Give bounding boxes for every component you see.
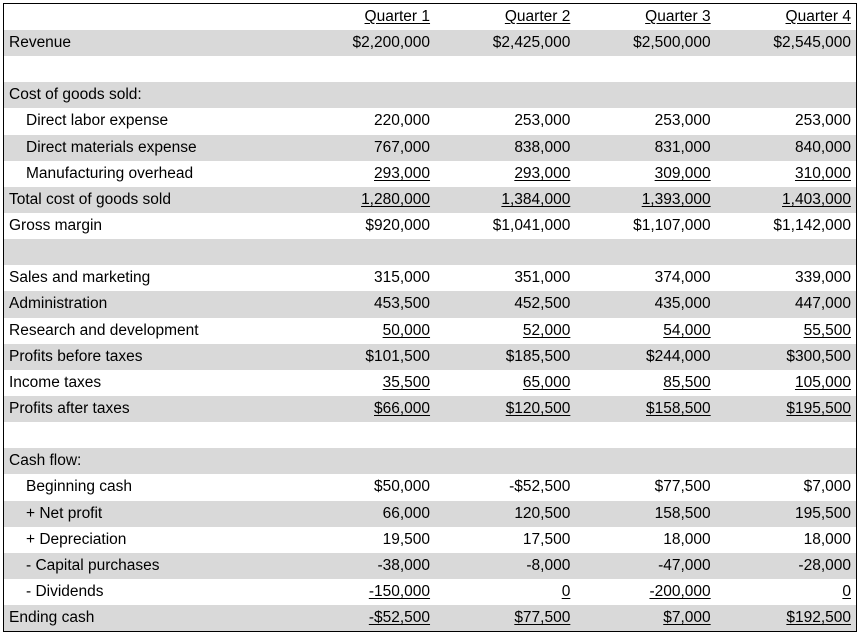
value-cell: [435, 474, 575, 500]
value-cell: [575, 135, 715, 161]
value-cell: [435, 108, 575, 134]
table-row: [4, 161, 856, 187]
value-cell: [293, 56, 435, 82]
cell-value: 309,000: [654, 164, 711, 182]
value-cell: [575, 30, 715, 56]
table-row: [4, 135, 856, 161]
cell-value: $1,142,000: [773, 217, 851, 235]
cell-value: -47,000: [658, 556, 711, 574]
value-cell: [716, 605, 856, 631]
value-cell: [575, 605, 715, 631]
cell-value: $120,500: [505, 400, 571, 418]
table-row: [4, 291, 856, 317]
value-cell: [293, 135, 435, 161]
cell-value: 253,000: [654, 112, 711, 130]
cell-value: $2,200,000: [352, 34, 431, 52]
cell-value: 293,000: [374, 164, 431, 182]
cell-value: $920,000: [365, 217, 431, 235]
value-cell: [293, 318, 435, 344]
cell-value: 293,000: [514, 164, 571, 182]
value-cell: [435, 318, 575, 344]
cell-value: 35,500: [382, 373, 431, 391]
row-label: Gross margin: [9, 217, 103, 235]
cell-value: 120,500: [514, 504, 571, 522]
cell-value: 351,000: [514, 269, 571, 287]
cell-value: 1,393,000: [641, 190, 711, 208]
value-cell: [716, 579, 856, 605]
cell-value: $158,500: [646, 400, 711, 418]
value-cell: [293, 213, 435, 239]
value-cell: [575, 82, 715, 108]
cell-value: $185,500: [505, 347, 571, 365]
cell-value: -$52,500: [368, 609, 431, 627]
table-row: [4, 318, 856, 344]
value-cell: [575, 396, 715, 422]
row-label: Revenue: [4, 30, 293, 56]
cell-value: -150,000: [368, 583, 431, 601]
row-label: + Net profit: [4, 501, 293, 527]
cell-value: 1,403,000: [782, 190, 851, 208]
value-cell: [575, 265, 715, 291]
value-cell: [575, 108, 715, 134]
value-cell: [293, 239, 435, 265]
value-cell: [293, 579, 435, 605]
cell-value: 253,000: [514, 112, 571, 130]
value-cell: [435, 291, 575, 317]
cell-value: 831,000: [654, 138, 711, 156]
value-cell: [575, 187, 715, 213]
cell-value: $2,500,000: [633, 34, 711, 52]
cell-value: $7,000: [663, 609, 711, 627]
cell-value: 158,500: [654, 504, 711, 522]
financial-statement-table: [4, 4, 856, 631]
value-cell: [293, 474, 435, 500]
row-label: Cost of goods sold:: [4, 82, 293, 108]
cell-value: 220,000: [374, 112, 431, 130]
table-row: [4, 501, 856, 527]
row-label: - Dividends: [26, 583, 104, 601]
cell-value: 1,280,000: [361, 190, 431, 208]
value-cell: [575, 161, 715, 187]
cell-value: 52,000: [522, 321, 571, 339]
cell-value: $300,500: [786, 347, 851, 365]
row-label: Administration: [4, 291, 293, 317]
value-cell: [293, 108, 435, 134]
table-row: [4, 82, 856, 108]
cell-value: 339,000: [794, 269, 851, 287]
cell-value: 18,000: [663, 530, 711, 548]
value-cell: [293, 344, 435, 370]
row-label: Direct labor expense: [26, 112, 169, 130]
value-cell: [293, 396, 435, 422]
cell-value: 17,500: [522, 530, 571, 548]
row-label: Research and development: [9, 321, 199, 339]
value-cell: [293, 187, 435, 213]
table-body: [4, 4, 856, 631]
value-cell: [435, 161, 575, 187]
value-cell: [716, 527, 856, 553]
row-label: Direct materials expense: [4, 135, 293, 161]
value-cell: [716, 344, 856, 370]
row-label: + Depreciation: [26, 530, 127, 548]
value-cell: [435, 135, 575, 161]
row-label: Income taxes: [9, 373, 102, 391]
value-cell: [716, 187, 856, 213]
header-quarter-2: Quarter 2: [504, 8, 571, 25]
header-cell: [293, 4, 435, 30]
value-cell: [293, 291, 435, 317]
value-cell: [435, 239, 575, 265]
value-cell: [435, 396, 575, 422]
header-quarter-4: Quarter 4: [785, 8, 851, 25]
cell-value: 19,500: [382, 530, 431, 548]
value-cell: [575, 318, 715, 344]
value-cell: [716, 108, 856, 134]
cell-value: 50,000: [382, 321, 431, 339]
value-cell: [293, 553, 435, 579]
value-cell: [435, 82, 575, 108]
value-cell: [575, 291, 715, 317]
value-cell: [716, 161, 856, 187]
cell-value: 1,384,000: [501, 190, 571, 208]
value-cell: [575, 422, 715, 448]
value-cell: [435, 30, 575, 56]
cell-value: $7,000: [803, 478, 851, 496]
cell-value: 54,000: [663, 321, 711, 339]
cell-value: $2,545,000: [773, 34, 851, 52]
value-cell: [435, 187, 575, 213]
cell-value: 65,000: [522, 373, 571, 391]
cell-value: $1,041,000: [492, 217, 571, 235]
value-cell: [435, 422, 575, 448]
value-cell: [575, 579, 715, 605]
value-cell: [716, 213, 856, 239]
cell-value: $77,500: [514, 609, 571, 627]
table-row: [4, 187, 856, 213]
value-cell: [716, 56, 856, 82]
row-label: Total cost of goods sold: [4, 187, 293, 213]
value-cell: [716, 370, 856, 396]
value-cell: [575, 56, 715, 82]
value-cell: [435, 501, 575, 527]
value-cell: [575, 501, 715, 527]
cell-value: 374,000: [654, 269, 711, 287]
cell-value: $66,000: [374, 400, 431, 418]
cell-value: 447,000: [794, 295, 851, 313]
value-cell: [435, 527, 575, 553]
value-cell: [575, 448, 715, 474]
value-cell: [716, 291, 856, 317]
cell-value: 767,000: [374, 138, 431, 156]
cell-value: 195,500: [794, 504, 851, 522]
value-cell: [716, 82, 856, 108]
table-row: [4, 422, 856, 448]
cell-value: -$52,500: [509, 478, 571, 496]
header-cell: [716, 4, 856, 30]
row-label: - Capital purchases: [4, 553, 293, 579]
table-row: [4, 213, 856, 239]
value-cell: [575, 474, 715, 500]
value-cell: [716, 553, 856, 579]
row-label: Cash flow:: [4, 448, 293, 474]
header-row: [4, 4, 856, 30]
value-cell: [293, 501, 435, 527]
row-label: Profits before taxes: [4, 344, 293, 370]
row-label: Profits after taxes: [4, 396, 293, 422]
row-label: [4, 239, 293, 265]
table-row: [4, 553, 856, 579]
row-label: Beginning cash: [26, 478, 132, 496]
value-cell: [575, 239, 715, 265]
value-cell: [716, 318, 856, 344]
value-cell: [293, 422, 435, 448]
cell-value: 253,000: [794, 112, 851, 130]
row-label: Sales and marketing: [9, 269, 151, 287]
cell-value: 435,000: [654, 295, 711, 313]
value-cell: [575, 527, 715, 553]
value-cell: [293, 265, 435, 291]
value-cell: [435, 605, 575, 631]
cell-value: -200,000: [649, 583, 711, 601]
value-cell: [716, 474, 856, 500]
value-cell: [435, 213, 575, 239]
header-quarter-3: Quarter 3: [645, 8, 711, 25]
table-row: [4, 370, 856, 396]
value-cell: [435, 344, 575, 370]
value-cell: [293, 605, 435, 631]
cell-value: $77,500: [654, 478, 711, 496]
value-cell: [293, 370, 435, 396]
cell-value: $192,500: [786, 609, 851, 627]
header-cell: [575, 4, 715, 30]
cell-value: -28,000: [798, 556, 851, 574]
cell-value: -38,000: [377, 556, 431, 574]
table-row: [4, 474, 856, 500]
value-cell: [293, 527, 435, 553]
value-cell: [293, 30, 435, 56]
table-row: [4, 605, 856, 631]
cell-value: 310,000: [794, 164, 851, 182]
cell-value: $50,000: [374, 478, 431, 496]
value-cell: [575, 344, 715, 370]
value-cell: [716, 422, 856, 448]
cell-value: 66,000: [382, 504, 431, 522]
row-label: Ending cash: [4, 605, 293, 631]
table-row: [4, 30, 856, 56]
value-cell: [435, 265, 575, 291]
row-label: Manufacturing overhead: [26, 164, 194, 182]
header-quarter-1: Quarter 1: [364, 8, 431, 25]
value-cell: [293, 161, 435, 187]
cell-value: 85,500: [663, 373, 711, 391]
table-row: [4, 56, 856, 82]
value-cell: [435, 448, 575, 474]
value-cell: [435, 56, 575, 82]
value-cell: [435, 579, 575, 605]
value-cell: [716, 396, 856, 422]
table-row: [4, 527, 856, 553]
cell-value: $101,500: [365, 347, 431, 365]
row-label: [4, 422, 293, 448]
table-row: [4, 448, 856, 474]
cell-value: 452,500: [514, 295, 571, 313]
table-row: [4, 579, 856, 605]
value-cell: [716, 135, 856, 161]
cell-value: 315,000: [374, 269, 431, 287]
value-cell: [435, 370, 575, 396]
table-row: [4, 344, 856, 370]
cell-value: $195,500: [786, 400, 851, 418]
cell-value: -8,000: [526, 556, 571, 574]
value-cell: [575, 213, 715, 239]
cell-value: 55,500: [803, 321, 851, 339]
cell-value: 840,000: [794, 138, 851, 156]
value-cell: [575, 553, 715, 579]
cell-value: $244,000: [646, 347, 711, 365]
table-row: [4, 265, 856, 291]
header-cell: [435, 4, 575, 30]
value-cell: [575, 370, 715, 396]
table-row: [4, 239, 856, 265]
value-cell: [716, 501, 856, 527]
header-label-cell: [4, 4, 293, 30]
cell-value: 838,000: [514, 138, 571, 156]
value-cell: [435, 553, 575, 579]
value-cell: [293, 82, 435, 108]
cell-value: 18,000: [803, 530, 851, 548]
value-cell: [716, 239, 856, 265]
cell-value: 453,500: [374, 295, 431, 313]
value-cell: [716, 30, 856, 56]
value-cell: [716, 448, 856, 474]
cell-value: $2,425,000: [492, 34, 571, 52]
cell-value: $1,107,000: [633, 217, 711, 235]
cell-value: 0: [561, 583, 571, 601]
cell-value: 0: [842, 583, 851, 601]
cell-value: 105,000: [794, 373, 851, 391]
row-label: [4, 56, 293, 82]
table-row: [4, 108, 856, 134]
value-cell: [716, 265, 856, 291]
value-cell: [293, 448, 435, 474]
table-row: [4, 396, 856, 422]
